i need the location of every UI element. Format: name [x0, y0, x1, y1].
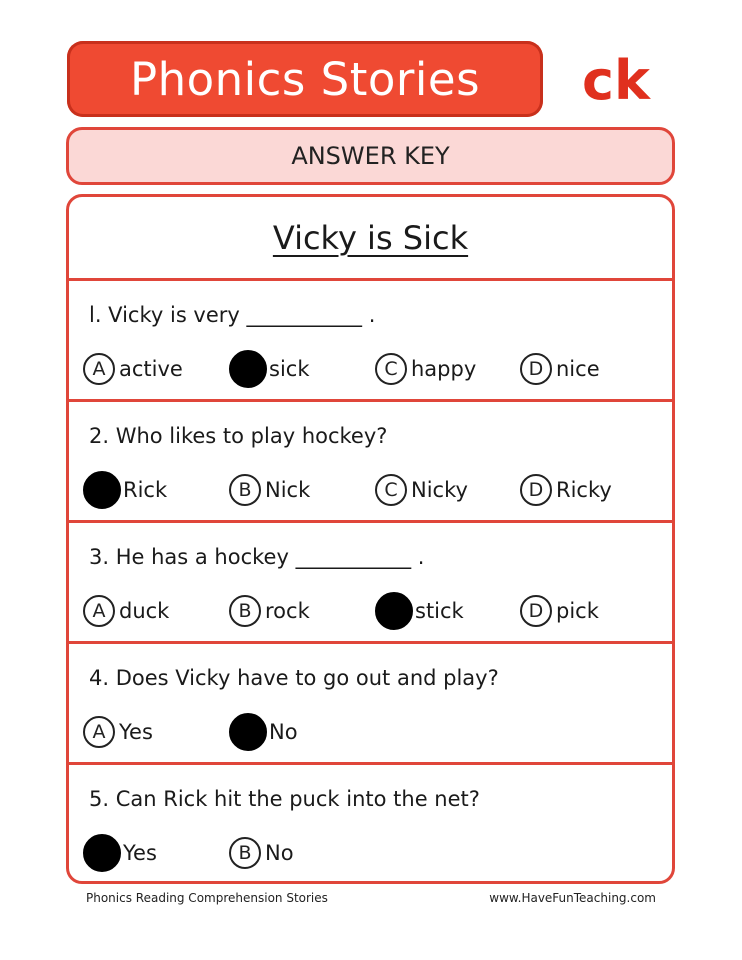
option-b[interactable] [229, 470, 310, 510]
answer-bubble[interactable]: D [520, 353, 552, 385]
question-text: 5. Can Rick hit the puck into the net? [89, 787, 480, 811]
option-text: Yes [119, 720, 153, 744]
question-text: 4. Does Vicky have to go out and play? [89, 666, 499, 690]
answer-options [83, 712, 672, 752]
phonics-sound-label: ck [582, 48, 650, 112]
answer-options [83, 833, 672, 873]
answer-bubble-filled[interactable] [83, 471, 121, 509]
option-d[interactable] [520, 349, 600, 389]
option-b[interactable] [229, 833, 294, 873]
header-title: Phonics Stories [129, 52, 481, 106]
answer-options [83, 349, 672, 389]
answer-bubble[interactable]: B [229, 474, 261, 506]
option-text: active [119, 357, 183, 381]
question-4 [69, 644, 672, 765]
answer-bubble[interactable]: A [83, 595, 115, 627]
question-text: 2. Who likes to play hockey? [89, 424, 388, 448]
option-d[interactable] [520, 591, 599, 631]
option-text: Nicky [411, 478, 468, 502]
answer-bubble[interactable]: B [229, 595, 261, 627]
option-text: Ricky [556, 478, 612, 502]
header-banner [67, 41, 543, 117]
option-a[interactable] [83, 349, 183, 389]
option-a[interactable] [83, 470, 167, 510]
answer-bubble-filled[interactable] [83, 834, 121, 872]
story-title-row [69, 197, 672, 281]
answer-bubble[interactable]: B [229, 837, 261, 869]
option-text: sick [269, 357, 310, 381]
option-text: nice [556, 357, 600, 381]
option-text: No [265, 841, 294, 865]
option-a[interactable] [83, 591, 169, 631]
question-5 [69, 765, 672, 884]
footer-series-name: Phonics Reading Comprehension Stories [86, 891, 328, 905]
option-a[interactable] [83, 712, 153, 752]
option-c[interactable] [375, 349, 476, 389]
option-text: happy [411, 357, 477, 381]
answer-bubble[interactable]: A [83, 716, 115, 748]
option-text: Rick [123, 478, 168, 502]
answer-bubble-filled[interactable] [375, 592, 413, 630]
option-b[interactable] [229, 591, 310, 631]
question-3 [69, 523, 672, 644]
option-text: rock [265, 599, 310, 623]
option-text: No [269, 720, 298, 744]
answer-key-bar [66, 127, 675, 185]
answer-options [83, 591, 672, 631]
answer-bubble-filled[interactable] [229, 350, 267, 388]
answer-bubble[interactable]: C [375, 474, 407, 506]
option-a[interactable] [83, 833, 157, 873]
question-1 [69, 281, 672, 402]
answer-bubble[interactable]: D [520, 595, 552, 627]
answer-options [83, 470, 672, 510]
answer-bubble-filled[interactable] [229, 713, 267, 751]
option-text: pick [556, 599, 599, 623]
option-c[interactable] [375, 591, 464, 631]
option-text: duck [119, 599, 170, 623]
question-text: 3. He has a hockey ___________ . [89, 545, 425, 569]
footer-website-link[interactable]: www.HaveFunTeaching.com [489, 891, 656, 905]
question-2 [69, 402, 672, 523]
option-text: Yes [123, 841, 157, 865]
answer-bubble[interactable]: A [83, 353, 115, 385]
question-text: l. Vicky is very ___________ . [89, 303, 376, 327]
answer-bubble[interactable]: D [520, 474, 552, 506]
worksheet-box [66, 194, 675, 884]
option-c[interactable] [375, 470, 468, 510]
answer-key-label: ANSWER KEY [291, 142, 450, 170]
option-text: stick [415, 599, 464, 623]
option-text: Nick [265, 478, 311, 502]
option-b[interactable] [229, 712, 298, 752]
answer-bubble[interactable]: C [375, 353, 407, 385]
option-b[interactable] [229, 349, 309, 389]
story-title: Vicky is Sick [272, 218, 469, 257]
option-d[interactable] [520, 470, 612, 510]
